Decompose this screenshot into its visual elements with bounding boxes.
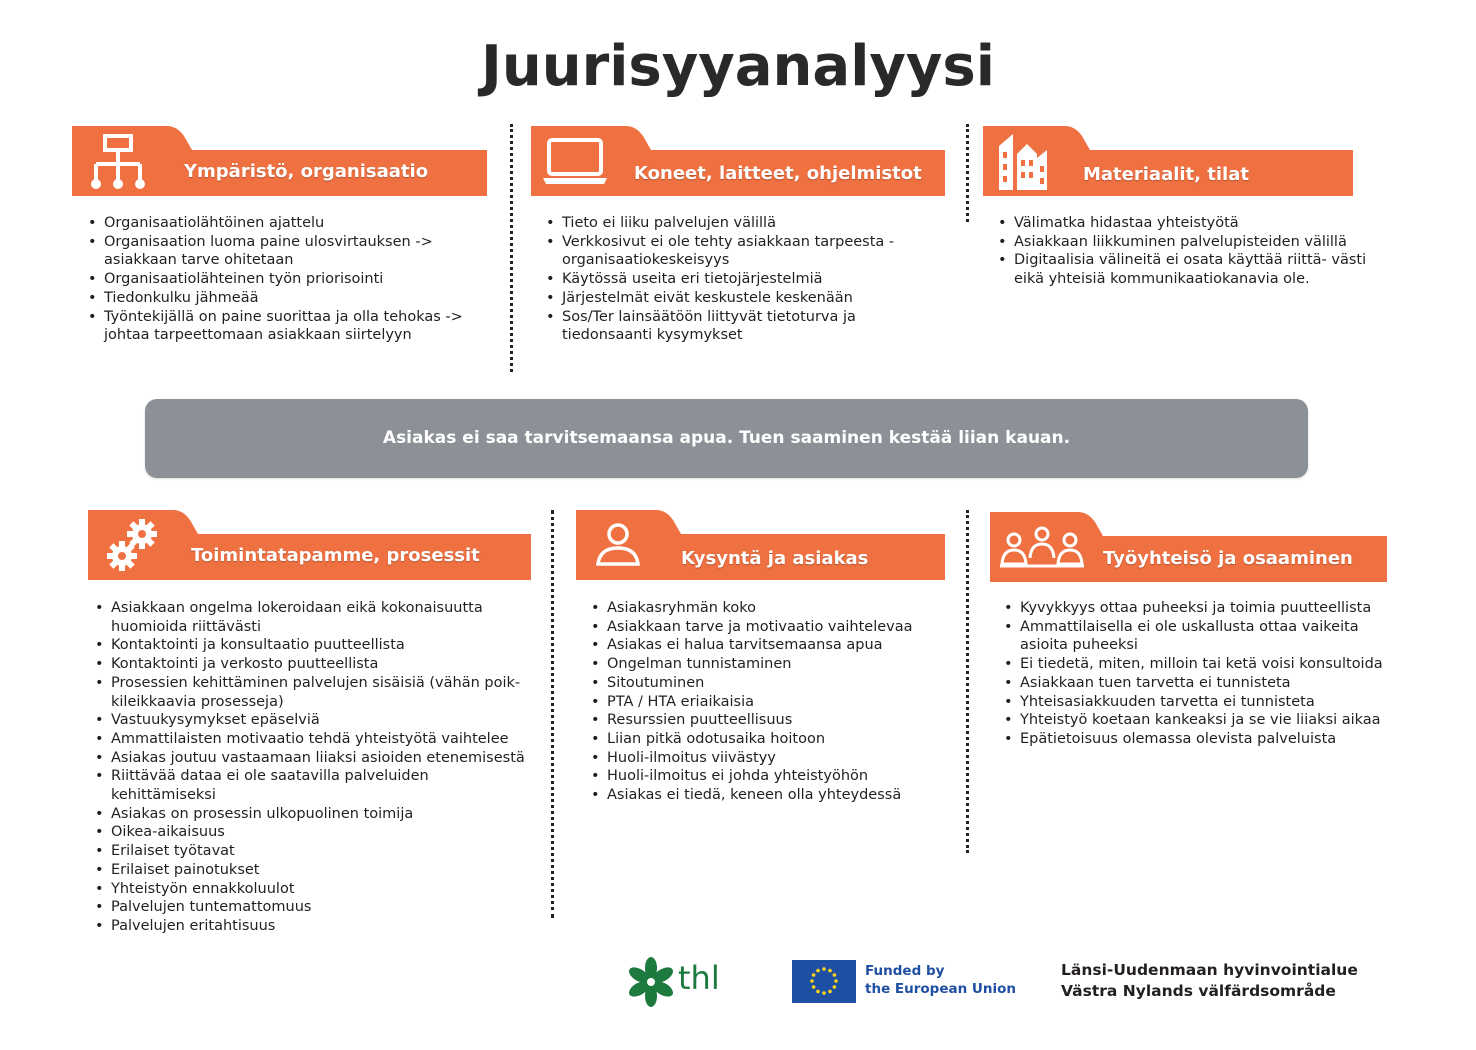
thl-wordmark: thl — [678, 959, 720, 997]
thl-flower-icon — [628, 957, 674, 1007]
list-item: • Oikea-aikaisuus — [95, 823, 535, 842]
list-item: • Asiakas on prosessin ulkopuolinen toimija — [95, 805, 535, 824]
list-item: • Asiakas ei halua tarvitsemaansa apua — [591, 636, 951, 655]
list-item: • Ammattilaisten motivaatio tehdä yhteistyötä vaihtelee — [95, 730, 535, 749]
list-item: • Työntekijällä on paine suorittaa ja olla tehokas -> johtaa tarpeettomaan asiakkaan siirtelyyn — [88, 308, 488, 345]
list-item: • Asiakas ei tiedä, keneen olla yhteydessä — [591, 786, 951, 805]
list-item: • Huoli-ilmoitus viivästyy — [591, 749, 951, 768]
list-item: • Välimatka hidastaa yhteistyötä — [998, 214, 1368, 233]
laptop-icon — [543, 136, 607, 186]
category-list-workplace — [1004, 599, 1384, 749]
list-item: • Yhteisasiakkuuden tarvetta ei tunnisteta — [1004, 693, 1384, 712]
list-item: • Sos/Ter lainsäätöön liittyvät tietoturva ja tiedonsaanti kysymykset — [546, 308, 936, 345]
list-item: • Tieto ei liiku palvelujen välillä — [546, 214, 936, 233]
divider — [966, 510, 969, 853]
buildings-icon — [997, 132, 1049, 192]
eu-funding-line2: the European Union — [865, 981, 1017, 997]
eu-flag-icon — [792, 960, 856, 1003]
list-item: • Palvelujen tuntemattomuus — [95, 898, 535, 917]
list-item: • Järjestelmät eivät keskustele keskenään — [546, 289, 936, 308]
list-item: • Käytössä useita eri tietojärjestelmiä — [546, 270, 936, 289]
category-label: Työyhteisö ja osaaminen — [1103, 548, 1353, 569]
list-item: • Palvelujen eritahtisuus — [95, 917, 535, 936]
list-item: • Asiakasryhmän koko — [591, 599, 951, 618]
list-item: • Yhteistyön ennakkoluulot — [95, 880, 535, 899]
category-tab-environment — [72, 126, 487, 196]
list-item: • Kontaktointi ja verkosto puutteellista — [95, 655, 535, 674]
list-item: • Erilaiset painotukset — [95, 861, 535, 880]
category-list-environment — [88, 214, 488, 345]
category-tab-demand — [576, 510, 945, 580]
list-item: • Organisaation luoma paine ulosvirtauksen -> asiakkaan tarve ohitetaan — [88, 233, 488, 270]
list-item: • Verkkosivut ei ole tehty asiakkaan tarpeesta - organisaatiokeskeisyys — [546, 233, 936, 270]
list-item: • Tiedonkulku jähmeää — [88, 289, 488, 308]
gears-icon — [104, 516, 160, 574]
list-item: • Asiakkaan tarve ja motivaatio vaihtelevaa — [591, 618, 951, 637]
category-tab-materials — [983, 126, 1353, 196]
category-tab-workplace — [990, 512, 1387, 582]
list-item: • Asiakas joutuu vastaamaan liiaksi asioiden etenemisestä — [95, 749, 535, 768]
list-item: • Epätietoisuus olemassa olevista palveluista — [1004, 730, 1384, 749]
eu-stars — [792, 960, 856, 1003]
list-item: • Kyvykkyys ottaa puheeksi ja toimia puutteellista — [1004, 599, 1384, 618]
category-list-materials — [998, 214, 1368, 289]
list-item: • Asiakkaan liikkuminen palvelupisteiden välillä — [998, 233, 1368, 252]
list-item: • Ongelman tunnistaminen — [591, 655, 951, 674]
category-label: Koneet, laitteet, ohjelmistot — [634, 163, 922, 184]
list-item: • Liian pitkä odotusaika hoitoon — [591, 730, 951, 749]
list-item: • Organisaatiolähteinen työn priorisointi — [88, 270, 488, 289]
eu-funding-text — [865, 962, 1016, 998]
org-chart-icon — [88, 134, 148, 190]
divider — [551, 510, 554, 918]
category-label: Kysyntä ja asiakas — [681, 548, 869, 569]
list-item: • Ei tiedetä, miten, milloin tai ketä voisi konsultoida — [1004, 655, 1384, 674]
list-item: • Erilaiset työtavat — [95, 842, 535, 861]
list-item: • PTA / HTA eriaikaisia — [591, 693, 951, 712]
list-item: • Yhteistyö koetaan kankeaksi ja se vie liiaksi aikaa — [1004, 711, 1384, 730]
list-item: • Sitoutuminen — [591, 674, 951, 693]
divider — [510, 124, 513, 372]
list-item: • Digitaalisia välineitä ei osata käyttää riittä- västi eikä yhteisiä kommunikaatiokanavia ole. — [998, 251, 1368, 288]
list-item: • Prosessien kehittäminen palvelujen sisäisiä (vähän poik- kileikkaavia prosesseja) — [95, 674, 535, 711]
list-item: • Organisaatiolähtöinen ajattelu — [88, 214, 488, 233]
list-item: • Riittävää dataa ei ole saatavilla palveluiden kehittämiseksi — [95, 767, 535, 804]
category-list-machines — [546, 214, 936, 345]
thl-logo — [628, 957, 738, 1009]
group-icon — [1000, 526, 1084, 570]
category-tab-machines — [531, 126, 945, 196]
category-label: Toimintatapamme, prosessit — [191, 545, 480, 566]
category-list-demand — [591, 599, 951, 805]
list-item: • Ammattilaisella ei ole uskallusta ottaa vaikeita asioita puheeksi — [1004, 618, 1384, 655]
list-item: • Vastuukysymykset epäselviä — [95, 711, 535, 730]
eu-funding-line1: Funded by — [865, 963, 945, 979]
page-title: Juurisyyanalyysi — [481, 34, 995, 99]
list-item: • Resurssien puutteellisuus — [591, 711, 951, 730]
region-name-sv: Västra Nylands välfärdsområde — [1061, 982, 1336, 1000]
list-item: • Asiakkaan ongelma lokeroidaan eikä kokonaisuutta huomioida riittävästi — [95, 599, 535, 636]
list-item: • Huoli-ilmoitus ei johda yhteistyöhön — [591, 767, 951, 786]
region-name — [1061, 960, 1358, 1002]
list-item: • Asiakkaan tuen tarvetta ei tunnisteta — [1004, 674, 1384, 693]
region-name-fi: Länsi-Uudenmaan hyvinvointialue — [1061, 961, 1358, 979]
list-item: • Kontaktointi ja konsultaatio puutteellista — [95, 636, 535, 655]
category-label: Materiaalit, tilat — [1083, 164, 1249, 185]
category-tab-processes — [88, 510, 531, 580]
category-label: Ympäristö, organisaatio — [184, 161, 429, 182]
person-icon — [594, 522, 642, 568]
category-list-processes — [95, 599, 535, 936]
problem-statement-banner: Asiakas ei saa tarvitsemaansa apua. Tuen saaminen kestää liian kauan. — [145, 399, 1308, 478]
divider — [966, 124, 969, 222]
